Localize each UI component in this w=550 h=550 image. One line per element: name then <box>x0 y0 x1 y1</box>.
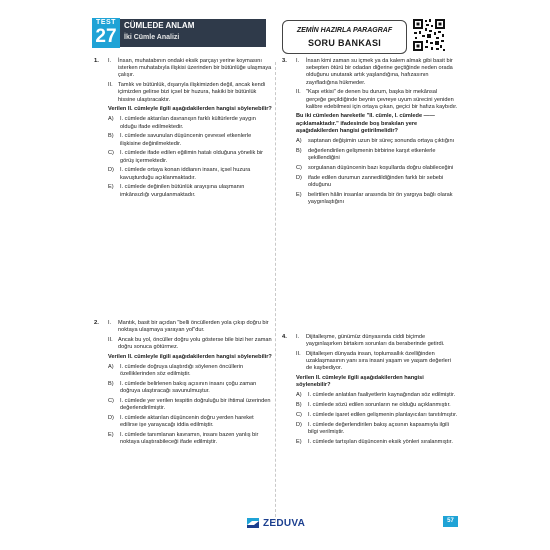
topic-subtitle: İki Cümle Analizi <box>124 34 180 41</box>
answer-options <box>296 138 458 206</box>
zeduva-logo-icon <box>246 516 260 530</box>
option-b[interactable]: B) değerlendirilen gelişmenin birbirine karşıt etkenlerle şekillendiğini <box>296 147 436 162</box>
option-b[interactable]: B) I. cümlede belirlenen bakış açısının insanı çoğu zaman doğruya ulaştıracağı savunulmuştur. <box>108 381 257 395</box>
option-e[interactable]: E) belirtilen hâlin insanlar arasında bir ön yargıya bağlı olarak yaygınlaştığını <box>296 191 453 205</box>
question-prompt: Verilen II. cümleyle ilgili aşağıdakilerden hangisi söylenebilir? <box>296 375 424 389</box>
question-prompt: Bu iki cümleden hareketle "II. cümle, I. cümlede —— açıklamaktadır." ifadesinde boş bırakılan yere aşağıdakilerden hangisi getirilmelidir? <box>296 113 435 134</box>
option-c[interactable]: C) sorgulanan düşüncenin bazı koşullarda doğru olabileceğini <box>296 164 454 171</box>
column-divider <box>275 62 276 522</box>
question-number: 2. <box>94 320 99 326</box>
statement-2: II. Dijitalleşen dünyada insan, toplumsallık özelliğinden uzaklaşmasının yanı sıra insani yaşam ve yaşam değerleri de kaybediyor. <box>296 350 451 372</box>
question-2 <box>94 320 272 449</box>
option-d[interactable]: D) I. cümlede ortaya konan iddianın insanı, içsel huzura kavuşturduğu açıklanmaktadır. <box>108 167 251 181</box>
test-label: TEST <box>96 19 116 26</box>
test-badge <box>92 18 120 48</box>
option-a[interactable]: A) I. cümlede aktarılan davranışın farklı kültürlerde yaygın olduğu ifade edilmektedir. <box>108 116 256 130</box>
answer-options <box>296 392 458 446</box>
option-b[interactable]: B) I. cümlede sözü edilen sorunların ne olduğu açıklanmıştır. <box>296 402 451 409</box>
statement-1: I. Mantık, basit bir açıdan "belli öncüllerden yola çıkıp doğru bir noktaya ulaşmaya yarayan yol"dur. <box>108 320 269 334</box>
question-number: 1. <box>94 58 99 64</box>
statement-1: I. Dijitalleşme, günümüz dünyasında ciddi biçimde yaygınlaşırken birtakım sorunları da beraberinde getirdi. <box>296 334 445 348</box>
option-a[interactable]: A) I. cümlede anlatılan faaliyetlerin kaynağından söz edilmiştir. <box>296 392 456 399</box>
option-a[interactable]: A) saptanan değişimin uzun bir süreç sonunda ortaya çıktığını <box>296 138 455 145</box>
question-prompt: Verilen II. cümleyle ilgili aşağıdakilerden hangisi söylenebilir? <box>108 106 272 113</box>
page-number: 57 <box>443 516 458 527</box>
question-number: 3. <box>282 58 287 64</box>
question-4 <box>282 334 458 449</box>
question-1 <box>94 58 272 201</box>
test-number: 27 <box>95 26 117 47</box>
option-d[interactable]: D) I. cümlede aktarılan düşüncenin doğru yerden hareket edilirse işe yarayacağı iddia edilmiştir. <box>108 415 254 429</box>
qr-code-icon[interactable] <box>412 18 446 52</box>
option-e[interactable]: E) I. cümlede değinilen bütünlük arayışına ulaşmanın imkânsızlığı vurgulanmaktadır. <box>108 184 245 198</box>
option-d[interactable]: D) I. cümlede değerlendirilen bakış açısının kapsamıyla ilgili bilgi verilmiştir. <box>296 421 449 436</box>
book-title-line1: ZEMİN HAZIRLA PARAGRAF <box>296 27 393 34</box>
answer-options <box>108 116 272 198</box>
book-title-line2: SORU BANKASI <box>307 38 382 48</box>
statement-2: II. "Kapı etkisi" de denen bu durum, başka bir mekânsal gerçeğe geçildiğinde beynin çevreye uyum sürecini yeniden kalibre edebilmesi için ortaya çıkan, geçici bir hafıza kaybıdır. <box>296 89 458 110</box>
option-a[interactable]: A) I. cümlede doğruya ulaştırdığı söylenen öncüllerin özelliklerinden söz edilmiştir. <box>108 364 244 378</box>
answer-options <box>108 364 272 446</box>
option-b[interactable]: B) I. cümlede savunulan düşüncenin çevresel etkenlerle ilişkisine değinilmektedir. <box>108 133 252 147</box>
option-e[interactable]: E) I. cümlede tartışılan düşüncenin eksik yönleri sıralanmıştır. <box>296 438 453 445</box>
topic-banner <box>120 19 266 47</box>
statement-2: II. Tamlık ve bütünlük, dışarıyla ilişkimizden değil, ancak kendi içimizden gelirse bizi içsel bir huzura, hakiki bir bütünlük hissine ulaştıracaktır. <box>108 82 266 103</box>
option-c[interactable]: C) I. cümlede işaret edilen gelişmenin planlayıcıları tanıtılmıştır. <box>296 412 458 419</box>
option-d[interactable]: D) ifade edilen durumun zannedildiğinden farklı bir sebebi olduğunu <box>296 174 444 188</box>
book-title-box <box>282 20 407 54</box>
topic-title: CÜMLEDE ANLAM <box>124 21 195 30</box>
option-e[interactable]: E) I. cümlede tanımlanan kavramın, insanı bazen yanlış bir noktaya ulaştırabileceği ifade edilmiştir. <box>108 432 259 446</box>
option-c[interactable]: C) I. cümlede yer verilen tespitin doğruluğu bir ihtimal üzerinden değerlendirilmiştir. <box>108 398 271 412</box>
question-number: 4. <box>282 334 287 340</box>
option-c[interactable]: C) I. cümlede ifade edilen eğilimin hatalı olduğuna yönelik bir görüş içermektedir. <box>108 150 264 164</box>
statement-1: I. İnsan, muhatabının ondaki eksik parçayı yerine koymasını isterken muhatabıyla ilişkisi üzerinden bir bütünlüğe ulaşmaya çalışır. <box>108 58 272 79</box>
question-3 <box>282 58 458 209</box>
statement-1: I. İnsan kimi zaman su içmek ya da kalem almak gibi basit bir sebepten ötürü bir odadan diğerine geçtiğinde neden orada olduğunu unutarak artık yaşlandığına, hafızasının zayıfladığına hükmeder. <box>296 58 453 86</box>
logo-text: ZEDUVA <box>263 517 306 529</box>
page-header <box>0 0 550 56</box>
question-prompt: Verilen II. cümleyle ilgili aşağıdakilerden hangisi söylenebilir? <box>108 353 272 360</box>
footer-logo <box>246 515 305 531</box>
statement-2: II. Ancak bu yol, öncüller doğru yolu gösterse bile bizi her zaman doğru sonuca götürmez. <box>108 336 272 351</box>
